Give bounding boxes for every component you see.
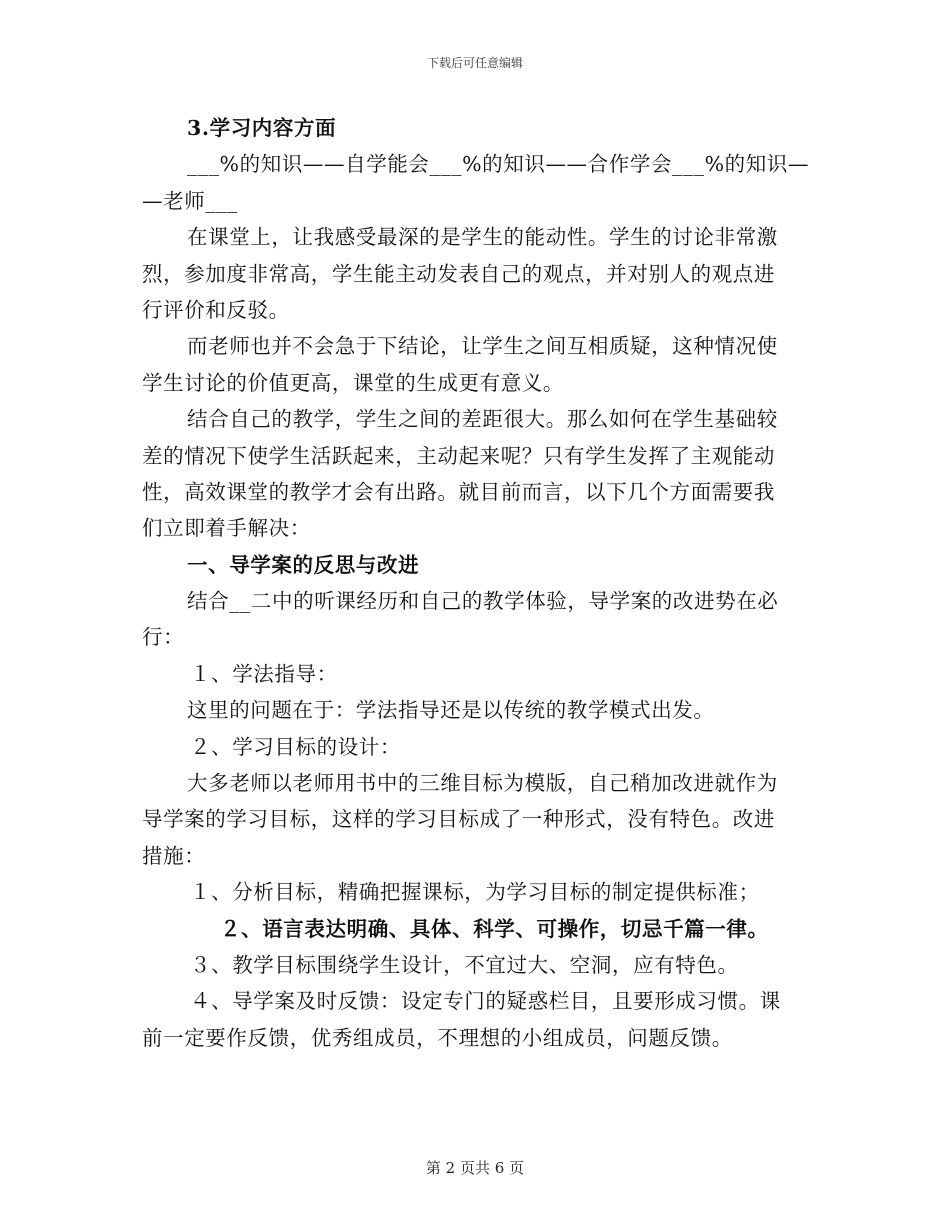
paragraph-line: 行： bbox=[142, 625, 185, 650]
paragraph-line: 差的情况下使学生活跃起来，主动起来呢？只有学生发挥了主观能动 bbox=[142, 443, 775, 468]
paragraph-line: 在课堂上，让我感受最深的是学生的能动性。学生的讨论非常激 bbox=[187, 225, 778, 250]
paragraph-line: ___%的知识——自学能会___%的知识——合作学会___%的知识— bbox=[187, 152, 810, 177]
section-heading-guide-reflection: 一、导学案的反思与改进 bbox=[187, 552, 420, 577]
list-item-emphasis: ２、语言表达明确、具体、科学、可操作，切忌千篇一律。 bbox=[220, 916, 769, 941]
section-heading-learning-content: 3.学习内容方面 bbox=[187, 116, 337, 140]
paragraph-line: 学生讨论的价值更高，课堂的生成更有意义。 bbox=[142, 370, 564, 395]
paragraph-line: 导学案的学习目标，这样的学习目标成了一种形式，没有特色。改进 bbox=[142, 807, 775, 832]
paragraph-line: 行评价和反驳。 bbox=[142, 297, 290, 322]
paragraph-line: 这里的问题在于：学法指导还是以传统的教学模式出发。 bbox=[187, 698, 715, 723]
paragraph-line: —老师___ bbox=[142, 188, 238, 213]
paragraph-line: 前一定要作反馈，优秀组成员，不理想的小组成员，问题反馈。 bbox=[142, 1025, 733, 1050]
paragraph-line: 性，高效课堂的教学才会有出路。就目前而言，以下几个方面需要我 bbox=[142, 479, 775, 504]
list-item: １、分析目标，精确把握课标，为学习目标的制定提供标准； bbox=[190, 880, 760, 905]
paragraph-line: 而老师也并不会急于下结论，让学生之间互相质疑，这种情况使 bbox=[187, 334, 778, 359]
list-item: ３、教学目标围绕学生设计，不宜过大、空洞，应有特色。 bbox=[190, 952, 739, 977]
page-header: 下载后可任意编辑 bbox=[426, 56, 523, 70]
paragraph-line: 烈，参加度非常高，学生能主动发表自己的观点，并对别人的观点进 bbox=[142, 261, 775, 286]
paragraph-line: 措施： bbox=[142, 843, 206, 868]
paragraph-line: 结合__二中的听课经历和自己的教学体验，导学案的改进势在必 bbox=[187, 589, 779, 614]
paragraph-line: 大多老师以老师用书中的三维目标为模版，自己稍加改进就作为 bbox=[187, 771, 778, 796]
document-body bbox=[142, 110, 810, 1056]
list-item: ４、导学案及时反馈：设定专门的疑惑栏目，且要形成习惯。课 bbox=[190, 989, 781, 1014]
page-footer: 第 2 页共 6 页 bbox=[425, 1159, 525, 1177]
list-item: ２、学习目标的设计： bbox=[190, 734, 401, 759]
list-item: １、学法指导： bbox=[190, 661, 338, 686]
paragraph-line: 结合自己的教学，学生之间的差距很大。那么如何在学生基础较 bbox=[187, 407, 778, 432]
paragraph-line: 们立即着手解决： bbox=[142, 516, 311, 541]
